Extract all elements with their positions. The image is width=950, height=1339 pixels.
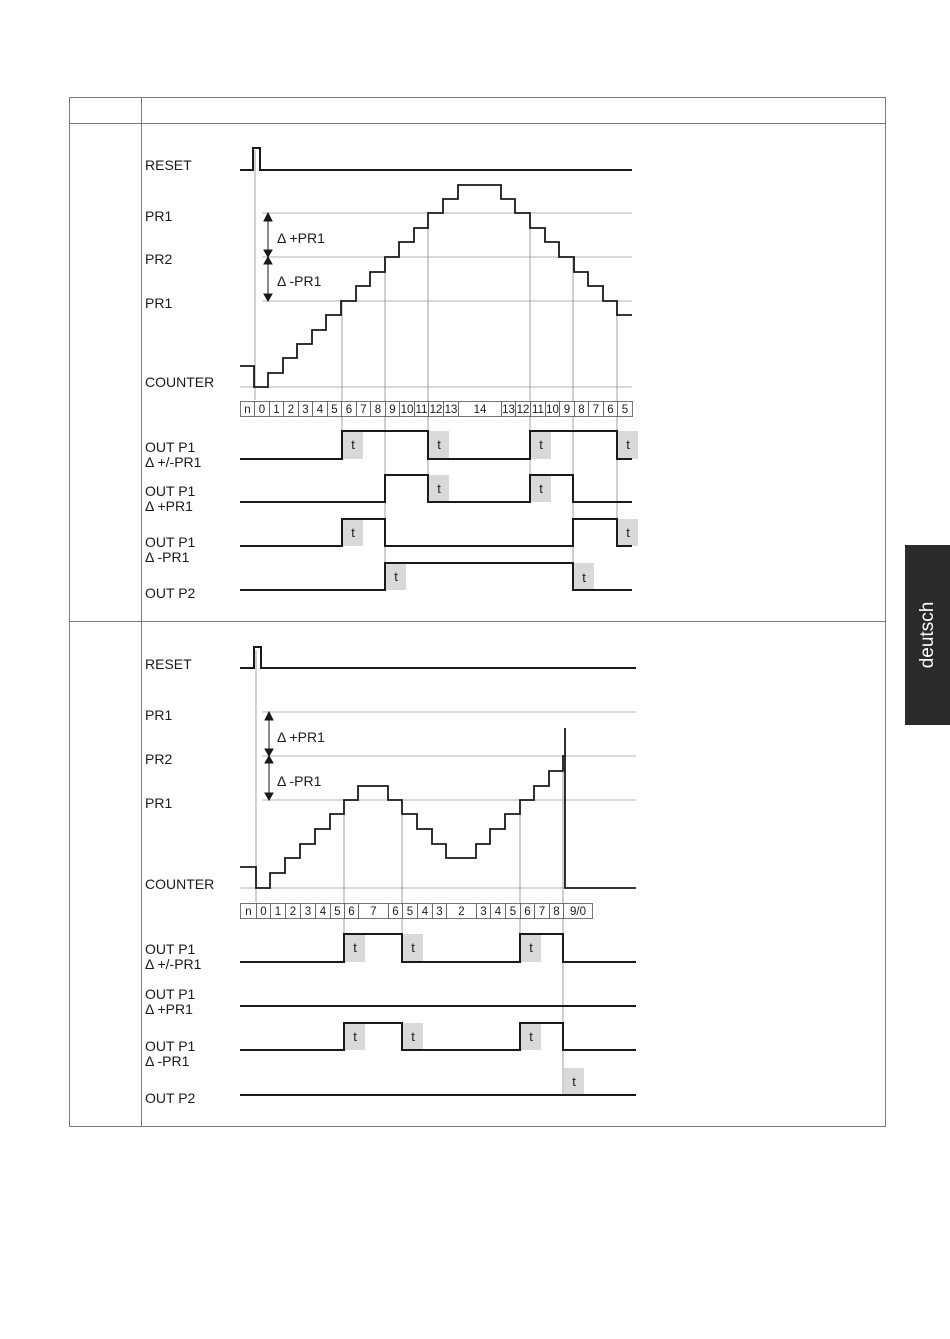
counter-cell-value: 7 bbox=[592, 404, 600, 416]
counter-cell-value: 3 bbox=[436, 906, 443, 918]
event-lines bbox=[255, 150, 617, 590]
counter-cell-value: 6 bbox=[348, 906, 355, 918]
counter-cell-value: 12 bbox=[516, 404, 530, 416]
out-p2-waveform bbox=[240, 563, 632, 590]
timer-label: t bbox=[539, 437, 543, 452]
counter-cell-value: 8 bbox=[374, 404, 382, 416]
counter-cell-value: 0 bbox=[260, 906, 267, 918]
counter-cell-value: 11 bbox=[532, 404, 544, 416]
pr2-label: PR2 bbox=[145, 251, 173, 267]
timer-label: t bbox=[582, 570, 586, 585]
timer-label: t bbox=[572, 1074, 576, 1089]
timer-label: t bbox=[351, 525, 355, 540]
out-p1-minus-label-line2: Δ -PR1 bbox=[145, 549, 190, 565]
counter-cell-value: n bbox=[244, 404, 251, 416]
counter-cell-value: 6 bbox=[392, 906, 399, 918]
out-p2-label: OUT P2 bbox=[145, 1090, 196, 1106]
out-p1-minus-label-line2: Δ -PR1 bbox=[145, 1053, 190, 1069]
counter-cell-value: 3 bbox=[304, 906, 312, 918]
timer-label: t bbox=[437, 437, 441, 452]
language-tab[interactable] bbox=[905, 545, 950, 725]
counter-cell-value: 9 bbox=[563, 404, 571, 416]
counter-cell-value: 2 bbox=[458, 906, 465, 918]
timer-boxes bbox=[343, 431, 638, 590]
timer-label: t bbox=[529, 1029, 533, 1044]
delta-minus-label: Δ -PR1 bbox=[277, 273, 322, 289]
counter-label: COUNTER bbox=[145, 374, 215, 390]
pr2-label: PR2 bbox=[145, 751, 173, 767]
counter-cell-value: 7 bbox=[360, 404, 367, 416]
timer-label: t bbox=[626, 525, 630, 540]
timer-label: t bbox=[411, 940, 415, 955]
timer-label: t bbox=[353, 1029, 357, 1044]
counter-cell-value: 5 bbox=[621, 404, 629, 416]
counter-cell-value: 3 bbox=[480, 906, 487, 918]
counter-cell-value: 6 bbox=[524, 906, 531, 918]
out-p1-plus-label-line1: OUT P1 bbox=[145, 483, 196, 499]
counter-cell-value: 11 bbox=[415, 404, 428, 416]
timer-label: t bbox=[539, 481, 543, 496]
counter-cell-value: 2 bbox=[287, 404, 295, 416]
counter-cell-value: 13 bbox=[502, 404, 515, 416]
language-tab-label: deutsch bbox=[916, 601, 938, 669]
timer-label: t bbox=[353, 940, 357, 955]
counter-cell-value: 8 bbox=[553, 906, 560, 918]
counter-cell-value: 3 bbox=[302, 404, 309, 416]
timer-label: t bbox=[437, 481, 441, 496]
counter-label: COUNTER bbox=[145, 876, 215, 892]
out-p1-minus-label-line1: OUT P1 bbox=[145, 534, 196, 550]
counter-cell-value: 4 bbox=[494, 906, 502, 918]
counter-cell-value: 14 bbox=[473, 404, 487, 416]
counter-cell-value: 2 bbox=[289, 906, 297, 918]
counter-cell-value: 7 bbox=[538, 906, 546, 918]
counter-cell-value: 4 bbox=[421, 906, 429, 918]
counter-cell-value: 5 bbox=[406, 906, 414, 918]
delta-minus-label: Δ -PR1 bbox=[277, 773, 322, 789]
counter-cell-value: 1 bbox=[273, 404, 280, 416]
counter-cell-value: 10 bbox=[400, 404, 414, 416]
timer-label: t bbox=[351, 437, 355, 452]
pr1-bottom-label: PR1 bbox=[145, 795, 173, 811]
timer-label: t bbox=[394, 569, 398, 584]
counter-cell-value: 4 bbox=[316, 404, 324, 416]
counter-cell-value: 5 bbox=[331, 404, 338, 416]
pr1-top-label: PR1 bbox=[145, 208, 173, 224]
out-p1-pm-label-line1: OUT P1 bbox=[145, 439, 196, 455]
out-p1-pm-label-line1: OUT P1 bbox=[145, 941, 196, 957]
counter-waveform bbox=[240, 728, 636, 888]
pr1-top-label: PR1 bbox=[145, 707, 173, 723]
out-p1-plus-label-line2: Δ +PR1 bbox=[145, 498, 193, 514]
counter-value-row bbox=[241, 904, 593, 919]
out-p1-plus-label-line2: Δ +PR1 bbox=[145, 1001, 193, 1017]
reset-waveform bbox=[240, 148, 632, 170]
counter-cell-value: 5 bbox=[334, 906, 341, 918]
counter-cell-value: 9 bbox=[389, 404, 396, 416]
counter-cell-value: 13 bbox=[444, 404, 458, 416]
counter-cell-value: 7 bbox=[370, 906, 377, 918]
panel-1 bbox=[145, 148, 638, 601]
counter-cell-value: 9/0 bbox=[570, 906, 586, 918]
counter-cell-value: 1 bbox=[274, 906, 282, 918]
delta-plus-label: Δ +PR1 bbox=[277, 729, 325, 745]
reset-label: RESET bbox=[145, 656, 192, 672]
timer-label: t bbox=[411, 1029, 415, 1044]
out-p1-minus-label-line1: OUT P1 bbox=[145, 1038, 196, 1054]
out-p1-pm-label-line2: Δ +/-PR1 bbox=[145, 454, 202, 470]
out-p2-label: OUT P2 bbox=[145, 585, 196, 601]
counter-cell-value: 12 bbox=[429, 404, 443, 416]
counter-cell-value: 10 bbox=[546, 404, 559, 416]
counter-cell-value: n bbox=[245, 906, 252, 918]
out-p1-plus-label-line1: OUT P1 bbox=[145, 986, 196, 1002]
delta-plus-label: Δ +PR1 bbox=[277, 230, 325, 246]
counter-cell-value: 0 bbox=[258, 404, 266, 416]
counter-cell-value: 6 bbox=[607, 404, 614, 416]
pr1-bottom-label: PR1 bbox=[145, 295, 173, 311]
out-p1-minus-waveform bbox=[240, 519, 632, 546]
counter-cell-value: 8 bbox=[578, 404, 585, 416]
out-p1-pm-label-line2: Δ +/-PR1 bbox=[145, 956, 202, 972]
out-p1-pm-waveform bbox=[240, 934, 636, 962]
timer-label: t bbox=[529, 940, 533, 955]
counter-cell-value: 4 bbox=[319, 906, 327, 918]
timer-boxes bbox=[345, 934, 584, 1095]
timer-label: t bbox=[626, 437, 630, 452]
reset-label: RESET bbox=[145, 157, 192, 173]
table-frame bbox=[70, 98, 886, 1127]
panel-2 bbox=[145, 647, 636, 1106]
out-p1-minus-waveform bbox=[240, 1023, 636, 1050]
counter-value-row bbox=[241, 402, 633, 417]
counter-cell-value: 5 bbox=[509, 906, 517, 918]
counter-cell-value: 6 bbox=[345, 404, 353, 416]
reset-waveform bbox=[240, 647, 636, 668]
